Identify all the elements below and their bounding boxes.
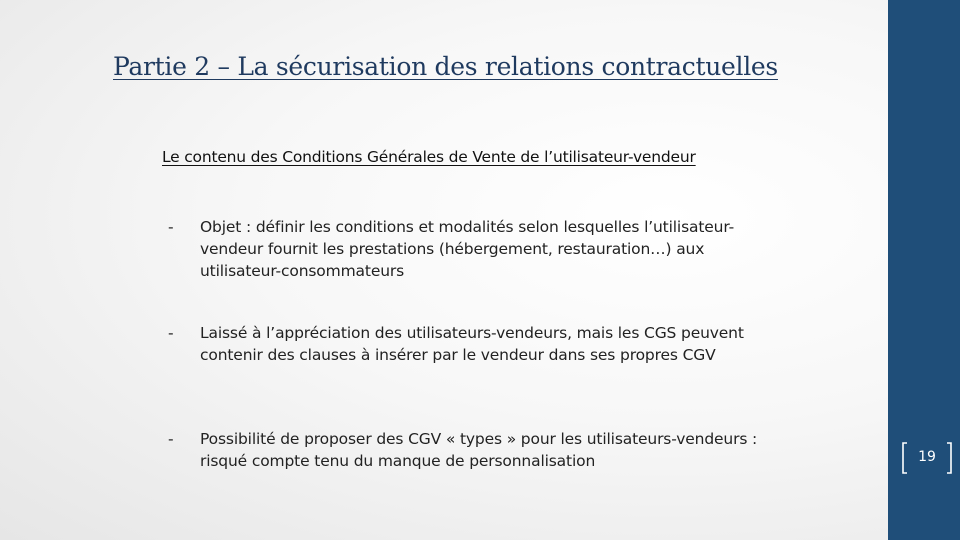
page-number: 19	[918, 449, 936, 465]
bullet-marker: -	[168, 218, 174, 236]
bullet-text: Objet : définir les conditions et modalités selon lesquelles l’utilisateur-vendeur fournit les prestations (hébergement, restauration…) aux utilisateur-consommateurs	[200, 218, 735, 280]
bullet-marker: -	[168, 324, 174, 342]
slide-subtitle: Le contenu des Conditions Générales de Vente de l’utilisateur-vendeur	[162, 148, 696, 166]
bullet-text: Laissé à l’appréciation des utilisateurs-vendeurs, mais les CGS peuvent contenir des clauses à insérer par le vendeur dans ses propres CGV	[200, 324, 744, 364]
bullet-list	[162, 0, 762, 540]
page-number-badge	[898, 440, 956, 476]
bullet-text: Possibilité de proposer des CGV « types » pour les utilisateurs-vendeurs : risqué compte tenu du manque de personnalisation	[200, 430, 758, 470]
bullet-marker: -	[168, 430, 174, 448]
slide-title: Partie 2 – La sécurisation des relations contractuelles	[113, 52, 778, 81]
